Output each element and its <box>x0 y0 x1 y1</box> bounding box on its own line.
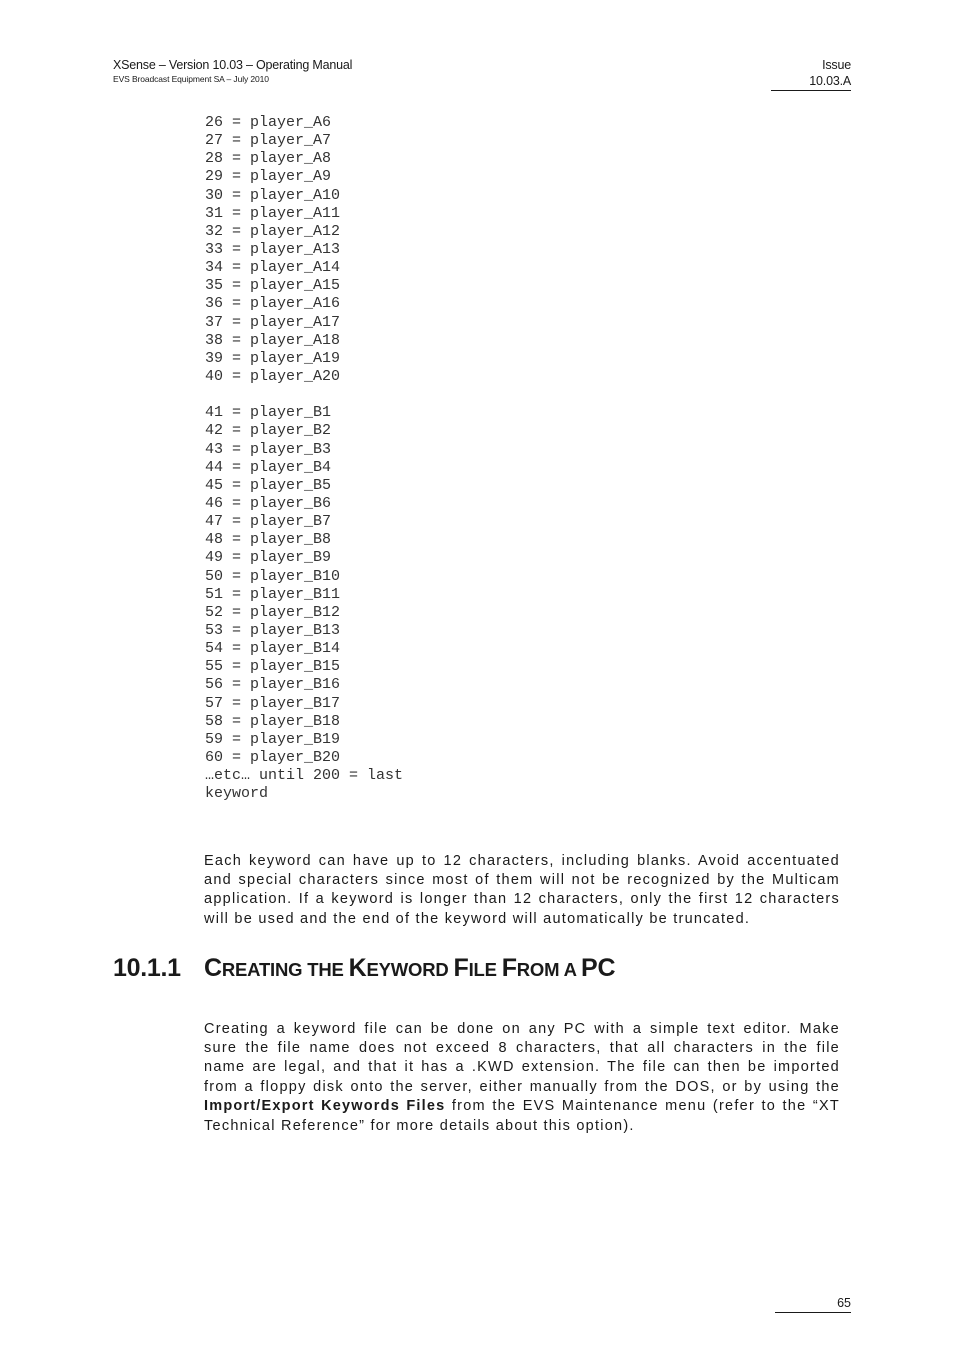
code-line: 31 = player_A11 <box>205 204 341 222</box>
section-title-part: K <box>348 954 367 982</box>
import-export-menu-reference: Import/Export Keywords Files <box>204 1098 446 1115</box>
section-title-part: F <box>501 954 517 982</box>
section-title <box>204 954 615 982</box>
keyword-length-paragraph: Each keyword can have up to 12 characters, including blanks. Avoid accentuated and special characters since most of them will not be recognized by the Multicam application. If a keyword is longer than 12 characters, only the first 12 characters will be used and the end of the keyword will automatically be truncated. <box>204 852 840 927</box>
code-line: 49 = player_B9 <box>205 549 332 567</box>
paragraph-text-after: from the EVS Maintenance menu (refer to the “XT Technical Reference” for more details about this option). <box>204 1098 840 1134</box>
code-line: 35 = player_A15 <box>205 277 341 295</box>
code-line: 40 = player_A20 <box>205 367 341 385</box>
code-line: 43 = player_B3 <box>205 440 332 458</box>
code-line: 33 = player_A13 <box>205 240 341 258</box>
issue-label: Issue <box>822 58 851 72</box>
code-line: 44 = player_B4 <box>205 458 332 476</box>
section-title-part: F <box>453 954 469 982</box>
page-number: 65 <box>775 1295 851 1313</box>
section-title-part: PC <box>581 954 616 982</box>
code-line: 60 = player_B20 <box>205 748 341 766</box>
document-subtitle: EVS Broadcast Equipment SA – July 2010 <box>113 74 269 84</box>
code-line: …etc… until 200 = last <box>205 767 404 785</box>
code-line: 50 = player_B10 <box>205 567 341 585</box>
code-line: 32 = player_A12 <box>205 222 341 240</box>
code-line: 30 = player_A10 <box>205 186 341 204</box>
creating-keyword-file-paragraph <box>204 1020 840 1136</box>
page-header <box>113 57 352 85</box>
code-line: 47 = player_B7 <box>205 513 332 531</box>
issue-number: 10.03.A <box>771 73 851 91</box>
section-heading <box>113 954 615 983</box>
paragraph-text-before: Creating a keyword file can be done on any PC with a simple text editor. Make sure the file name does not exceed 8 characters, that all characters in the file name are legal, and that it has a .KWD extension. The file can then be imported from a floppy disk onto the server, either manually from the DOS, or by using the <box>204 1020 840 1095</box>
code-line: 29 = player_A9 <box>205 168 332 186</box>
code-line: 42 = player_B2 <box>205 422 332 440</box>
code-line: 56 = player_B16 <box>205 676 341 694</box>
code-line: 46 = player_B6 <box>205 494 332 512</box>
code-line: 54 = player_B14 <box>205 640 341 658</box>
code-line: 26 = player_A6 <box>205 114 332 131</box>
section-title-part: ROM A <box>516 959 581 980</box>
code-line: 48 = player_B8 <box>205 531 332 549</box>
section-title-part: EYWORD <box>366 959 454 980</box>
code-line: 57 = player_B17 <box>205 694 341 712</box>
code-line: 41 = player_B1 <box>205 404 332 422</box>
code-line: 52 = player_B12 <box>205 603 341 621</box>
issue-block <box>771 57 851 91</box>
code-line: 58 = player_B18 <box>205 712 341 730</box>
code-line: 45 = player_B5 <box>205 476 332 494</box>
section-title-part: REATING THE <box>221 959 349 980</box>
code-line: 36 = player_A16 <box>205 295 341 313</box>
code-line: 59 = player_B19 <box>205 730 341 748</box>
keyword-code-listing <box>205 114 403 803</box>
code-line: 27 = player_A7 <box>205 132 332 150</box>
code-group-b <box>205 404 403 803</box>
code-group-a <box>205 114 403 386</box>
code-line: 37 = player_A17 <box>205 313 341 331</box>
section-title-part: ILE <box>468 959 502 980</box>
code-blank-line <box>205 386 403 404</box>
code-line: 34 = player_A14 <box>205 259 341 277</box>
code-line: 39 = player_A19 <box>205 349 341 367</box>
code-line: 51 = player_B11 <box>205 585 341 603</box>
code-line: keyword <box>205 785 269 803</box>
section-number: 10.1.1 <box>113 954 181 982</box>
document-title: XSense – Version 10.03 – Operating Manual <box>113 58 353 72</box>
code-line: 28 = player_A8 <box>205 150 332 168</box>
section-title-part: C <box>204 954 222 982</box>
code-line: 55 = player_B15 <box>205 658 341 676</box>
code-line: 38 = player_A18 <box>205 331 341 349</box>
code-line: 53 = player_B13 <box>205 621 341 639</box>
